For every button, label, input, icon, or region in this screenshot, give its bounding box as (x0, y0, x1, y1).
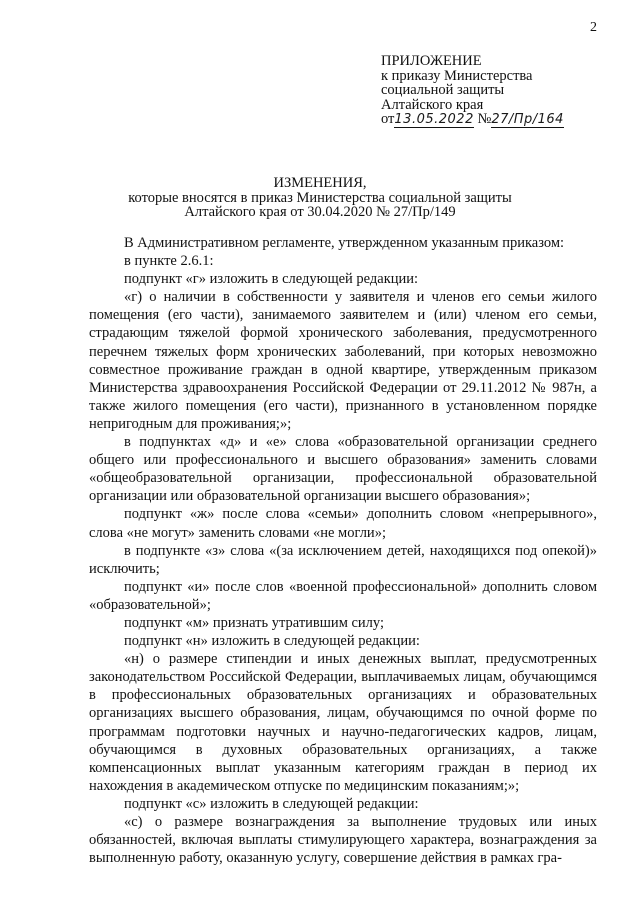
paragraph: подпункт «и» после слов «военной профессиональной» дополнить словом «образовательной»; (89, 578, 597, 613)
appendix-date-line (381, 112, 564, 128)
paragraph: подпункт «с» изложить в следующей редакции: (124, 795, 419, 812)
paragraph: «г) о наличии в собственности у заявителя и членов его семьи жилого помещения (его части), занимаемого заявителем и (или) членом его семьи, страдающим тяжелой формой хронического заболевания, предусмотренного перечнем тяжелых форм хронических заболеваний, при которых невозможно совместное проживание граждан в одной квартире, утвержденным приказом Министерства здравоохранения Российской Федерации от 29.11.2012 № 987н, а также жилого помещения (его части), признанного в установленном порядке непригодным для проживания;»; (89, 289, 597, 432)
paragraph: «с) о размере вознаграждения за выполнение трудовых или иных обязанностей, включая выплаты стимулирующего характера, вознаграждения за выполненную работу, оказанную услугу, совершение действия в рамках гра- (89, 814, 597, 867)
from-label: от (381, 111, 395, 127)
paragraph: подпункт «м» признать утратившим силу; (124, 614, 385, 631)
paragraph: в подпункте «з» слова «(за исключением детей, находящихся под опекой)» исключить; (89, 542, 597, 577)
paragraph: «н) о размере стипендии и иных денежных выплат, предусмотренных законодательством Российской Федерации, выплачиваемых лицам, обучающимся в профессиональных образовательных организациях и образовательных организациях высшего образования, лицам, обучающимся по очной форме по программам подготовки научных и научно-педагогических кадров, лицам, обучающимся в духовных образовательных организациях, а также компенсационных выплат указанным категориям граждан в период их нахождения в академическом отпуске по медицинским показаниям;»; (89, 651, 597, 794)
document-body (89, 234, 597, 867)
document-title (0, 176, 640, 220)
title-subtitle-2: Алтайского края от 30.04.2020 № 27/Пр/149 (184, 204, 456, 220)
paragraph: В Административном регламенте, утвержденном указанным приказом: (124, 235, 565, 251)
number-sign: № (477, 111, 492, 127)
appendix-line-1: к приказу Министерства (381, 67, 533, 84)
appendix-line-3: Алтайского края (381, 96, 484, 113)
paragraph: подпункт «ж» после слова «семьи» дополнить словом «непрерывного», слова «не могут» заменить словами «не могли»; (89, 506, 597, 541)
handwritten-number: 27/Пр/164 (491, 112, 564, 127)
appendix-line-2: социальной защиты (381, 82, 505, 98)
title-heading: ИЗМЕНЕНИЯ, (273, 175, 367, 191)
paragraph: в подпунктах «д» и «е» слова «образовательной организации среднего общего или профессионального и высшего образования» заменить словами «общеобразовательной организации, профессиональной образовательной организации или образовательной организации высшего образования»; (89, 434, 597, 505)
page-number: 2 (590, 20, 597, 35)
appendix-heading: ПРИЛОЖЕНИЕ (381, 53, 482, 69)
handwritten-date: 13.05.2022 (394, 112, 474, 127)
paragraph: подпункт «г» изложить в следующей редакции: (124, 271, 419, 288)
title-subtitle-1: которые вносятся в приказ Министерства социальной защиты (128, 189, 512, 206)
appendix-block (381, 54, 564, 128)
paragraph: подпункт «н» изложить в следующей редакции: (124, 633, 420, 650)
paragraph: в пункте 2.6.1: (124, 253, 214, 270)
